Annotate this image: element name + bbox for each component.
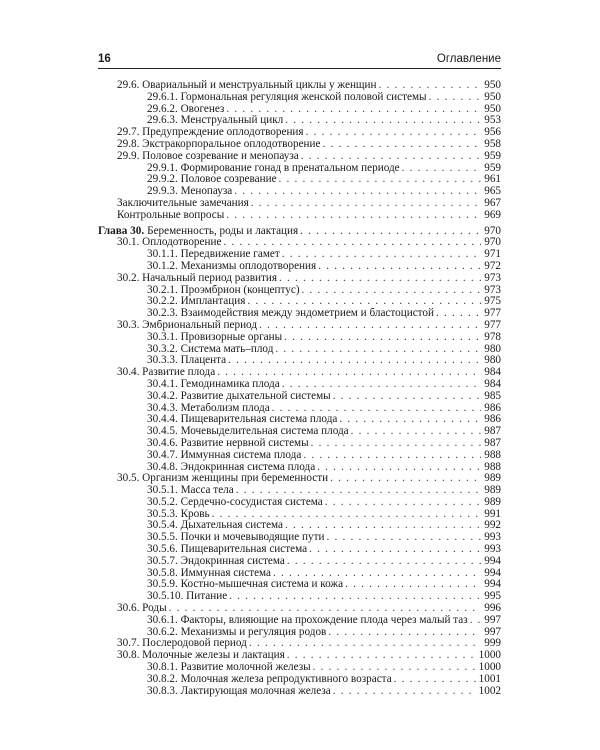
toc-entry-title: 29.8. Экстракорпоральное оплодотворение bbox=[117, 138, 321, 150]
toc-entry-title: 30.8.3. Лактирующая молочная железа bbox=[147, 685, 331, 697]
toc-entry[interactable] bbox=[98, 450, 501, 462]
toc-entry-page: 989 bbox=[484, 496, 501, 508]
toc-entry[interactable] bbox=[98, 638, 501, 650]
toc-entry[interactable] bbox=[98, 344, 501, 356]
toc-entry-title: 29.6.3. Менструальный цикл bbox=[147, 115, 284, 127]
toc-entry-page: 959 bbox=[484, 150, 501, 162]
chapter-title: Беременность, роды и лактация bbox=[147, 225, 299, 237]
leader-dots bbox=[251, 198, 481, 210]
leader-dots bbox=[345, 579, 481, 591]
toc-entry-page: 999 bbox=[484, 638, 501, 650]
toc-entry[interactable] bbox=[98, 485, 501, 497]
chapter-label: Глава 30. bbox=[98, 225, 145, 237]
leader-dots bbox=[285, 520, 481, 532]
toc-entry-page: 987 bbox=[484, 426, 501, 438]
leader-dots bbox=[226, 210, 481, 222]
leader-dots bbox=[313, 662, 477, 674]
toc-entry-title: 29.6.1. Гормональная регуляция женской половой системы bbox=[147, 91, 427, 103]
toc-entry-page: 950 bbox=[484, 80, 501, 91]
toc-entry[interactable] bbox=[98, 320, 501, 332]
page-header bbox=[98, 52, 501, 68]
toc-entry[interactable] bbox=[98, 473, 501, 485]
toc-entry-page: 972 bbox=[484, 260, 501, 272]
toc-entry-page: 978 bbox=[484, 331, 501, 343]
toc-entry-page: 969 bbox=[484, 209, 501, 221]
toc-entry-title: 30.5.1. Масса тела bbox=[147, 485, 234, 497]
leader-dots bbox=[272, 403, 481, 415]
toc-entry-page: 970 bbox=[484, 237, 501, 249]
leader-dots bbox=[306, 127, 481, 139]
leader-dots bbox=[339, 414, 481, 426]
toc-entry[interactable] bbox=[98, 544, 501, 556]
leader-dots bbox=[287, 556, 481, 568]
toc-entry[interactable] bbox=[98, 556, 501, 568]
toc-entry-title: 29.9.2. Половое созревание bbox=[147, 174, 277, 186]
leader-dots bbox=[470, 615, 481, 627]
toc-entry[interactable] bbox=[98, 308, 501, 320]
toc-entry[interactable] bbox=[98, 568, 501, 580]
toc-entry-page: 989 bbox=[484, 473, 501, 485]
toc-entry[interactable] bbox=[98, 615, 501, 627]
toc-entry-page: 993 bbox=[484, 544, 501, 556]
leader-dots bbox=[302, 285, 481, 297]
toc-entry-title: 30.3.1. Провизорные органы bbox=[147, 331, 283, 343]
toc-entry-title: 30.4.1. Гемодинамика плода bbox=[147, 378, 280, 390]
leader-dots bbox=[303, 450, 481, 462]
toc-entry-title: 30.4.4. Пищеварительная система плода bbox=[147, 414, 338, 426]
toc-entry-page: 1001 bbox=[478, 673, 501, 685]
toc-entry-title: 30.4.3. Метаболизм плода bbox=[147, 402, 270, 414]
toc-entry-title: 30.4.2. Развитие дыхательной системы bbox=[147, 390, 331, 402]
toc-entry[interactable] bbox=[98, 198, 501, 210]
toc-entry[interactable] bbox=[98, 462, 501, 474]
leader-dots bbox=[249, 638, 481, 650]
chapter-page: 970 bbox=[484, 225, 501, 237]
toc-entry-page: 997 bbox=[484, 626, 501, 638]
toc-entry[interactable] bbox=[98, 414, 501, 426]
leader-dots bbox=[317, 462, 481, 474]
toc-entry-page: 992 bbox=[484, 520, 501, 532]
toc-entry-page: 967 bbox=[484, 197, 501, 209]
toc-entry-title: 30.4. Развитие плода bbox=[117, 367, 216, 379]
toc-entry[interactable] bbox=[98, 674, 501, 686]
toc-entry-title: 30.2. Начальный период развития bbox=[117, 272, 277, 284]
toc-entry-title: 30.5.9. Костно-мышечная система и кожа bbox=[147, 579, 344, 591]
toc-entry[interactable] bbox=[98, 497, 501, 509]
toc-entry-page: 994 bbox=[484, 579, 501, 591]
leader-dots bbox=[279, 174, 481, 186]
toc-entry[interactable] bbox=[98, 520, 501, 532]
toc-entry[interactable] bbox=[98, 438, 501, 450]
toc-entry-title: 30.2.3. Взаимодействия между эндометрием и бластоцистой bbox=[147, 308, 434, 320]
toc-entry[interactable] bbox=[98, 174, 501, 186]
toc-entry-page: 991 bbox=[484, 508, 501, 520]
leader-dots bbox=[212, 509, 481, 521]
toc-section-30 bbox=[98, 237, 501, 697]
toc-entry[interactable] bbox=[98, 686, 501, 698]
toc-entry-page: 994 bbox=[484, 567, 501, 579]
toc-entry-title: 30.1.2. Механизмы оплодотворения bbox=[147, 260, 317, 272]
toc-entry-page: 956 bbox=[484, 127, 501, 139]
toc-entry[interactable] bbox=[98, 261, 501, 273]
toc-entry[interactable] bbox=[98, 355, 501, 367]
leader-dots bbox=[328, 627, 481, 639]
toc-entry-title: 30.5.10. Питание bbox=[147, 591, 228, 603]
leader-dots bbox=[325, 497, 481, 509]
leader-dots bbox=[333, 686, 477, 698]
toc-entry[interactable] bbox=[98, 163, 501, 175]
toc-entry-title: 30.4.5. Мочевыделительная система плода bbox=[147, 426, 349, 438]
toc-entry-title: 30.1.1. Передвижение гамет bbox=[147, 249, 280, 261]
leader-dots bbox=[318, 261, 481, 273]
toc-entry[interactable] bbox=[98, 186, 501, 198]
toc-entry-page: 988 bbox=[484, 461, 501, 473]
leader-dots bbox=[282, 379, 481, 391]
leader-dots bbox=[436, 308, 481, 320]
toc-entry[interactable] bbox=[98, 367, 501, 379]
toc-entry-title: Заключительные замечания bbox=[117, 197, 249, 209]
toc-entry[interactable] bbox=[98, 579, 501, 591]
leader-dots bbox=[287, 650, 477, 662]
toc-entry-title: 29.9.1. Формирование гонад в пренатальном периоде bbox=[147, 162, 400, 174]
toc-entry-page: 987 bbox=[484, 437, 501, 449]
toc-entry-title: 30.6.2. Механизмы и регуляция родов bbox=[147, 626, 327, 638]
toc-entry-page: 1000 bbox=[478, 650, 501, 662]
leader-dots bbox=[309, 544, 481, 556]
toc-entry[interactable] bbox=[98, 591, 501, 603]
toc-entry-title: 30.4.8. Эндокринная система плода bbox=[147, 461, 316, 473]
toc-entry-title: 29.6. Овариальный и менструальный циклы у женщин bbox=[117, 80, 377, 91]
toc-entry[interactable] bbox=[98, 210, 501, 222]
toc-entry-page: 959 bbox=[484, 162, 501, 174]
toc-entry-page: 961 bbox=[484, 174, 501, 186]
toc-entry-page: 950 bbox=[484, 103, 501, 115]
toc-entry[interactable] bbox=[98, 627, 501, 639]
toc-entry[interactable] bbox=[98, 509, 501, 521]
toc-entry-title: 30.1. Оплодотворение bbox=[117, 237, 222, 249]
toc-entry[interactable] bbox=[98, 532, 501, 544]
leader-dots bbox=[284, 332, 481, 344]
toc-entry[interactable] bbox=[98, 650, 501, 662]
leader-dots bbox=[285, 115, 481, 127]
leader-dots bbox=[234, 186, 481, 198]
toc-entry-page: 984 bbox=[484, 367, 501, 379]
toc-entry-title: 30.5.3. Кровь bbox=[147, 508, 210, 520]
leader-dots bbox=[333, 391, 481, 403]
toc-chapter-30[interactable] bbox=[98, 226, 501, 238]
toc-entry-page: 971 bbox=[484, 249, 501, 261]
leader-dots bbox=[394, 674, 477, 686]
leader-dots bbox=[236, 485, 481, 497]
toc-entry-title: 30.8.1. Развитие молочной железы bbox=[147, 662, 311, 674]
toc-entry[interactable] bbox=[98, 237, 501, 249]
toc-entry[interactable] bbox=[98, 104, 501, 116]
toc-entry-title: 30.3. Эмбриональный период bbox=[117, 319, 258, 331]
toc-entry[interactable] bbox=[98, 115, 501, 127]
leader-dots bbox=[275, 344, 481, 356]
toc-entry-page: 973 bbox=[484, 284, 501, 296]
toc-entry-page: 993 bbox=[484, 532, 501, 544]
toc-entry-title: 30.2.1. Проэмбрион (концептус) bbox=[147, 284, 300, 296]
leader-dots bbox=[273, 568, 481, 580]
toc-entry-title: 30.3.3. Плацента bbox=[147, 355, 227, 367]
toc-entry-title: 30.8.2. Молочная железа репродуктивного возраста bbox=[147, 673, 392, 685]
toc-entry-page: 985 bbox=[484, 390, 501, 402]
table-of-contents bbox=[98, 80, 501, 697]
toc-entry-page: 986 bbox=[484, 402, 501, 414]
page-number: 16 bbox=[98, 53, 111, 65]
toc-entry[interactable] bbox=[98, 426, 501, 438]
leader-dots bbox=[247, 296, 481, 308]
toc-entry-page: 995 bbox=[484, 591, 501, 603]
leader-dots bbox=[229, 591, 481, 603]
toc-entry-title: 30.5.2. Сердечно-сосудистая система bbox=[147, 496, 323, 508]
toc-entry[interactable] bbox=[98, 273, 501, 285]
toc-entry-title: 30.5. Организм женщины при беременности bbox=[117, 473, 329, 485]
toc-entry-page: 1002 bbox=[478, 685, 501, 697]
leader-dots bbox=[282, 249, 481, 261]
leader-dots bbox=[300, 226, 481, 238]
toc-entry-title: 30.4.6. Развитие нервной системы bbox=[147, 437, 309, 449]
leader-dots bbox=[228, 355, 481, 367]
toc-entry-title: 29.9.3. Менопауза bbox=[147, 186, 233, 198]
toc-entry-title: 30.6.1. Факторы, влияющие на прохождение плода через малый таз bbox=[147, 614, 468, 626]
toc-entry-page: 977 bbox=[484, 319, 501, 331]
toc-entry-title: 30.8. Молочные железы и лактация bbox=[117, 650, 285, 662]
toc-entry[interactable] bbox=[98, 92, 501, 104]
toc-entry-page: 973 bbox=[484, 272, 501, 284]
toc-entry[interactable] bbox=[98, 249, 501, 261]
toc-entry-title: 30.4.7. Иммунная система плода bbox=[147, 449, 302, 461]
toc-entry-page: 984 bbox=[484, 378, 501, 390]
leader-dots bbox=[223, 237, 481, 249]
toc-entry-page: 950 bbox=[484, 91, 501, 103]
toc-entry-title: 30.6. Роды bbox=[117, 603, 167, 615]
toc-entry-title: 30.3.2. Система мать–плод bbox=[147, 343, 274, 355]
toc-entry-page: 953 bbox=[484, 115, 501, 127]
toc-entry-title: 29.7. Предупреждение оплодотворения bbox=[117, 127, 304, 139]
leader-dots bbox=[217, 367, 481, 379]
toc-entry-page: 965 bbox=[484, 186, 501, 198]
header-rule bbox=[98, 68, 501, 69]
toc-entry-page: 988 bbox=[484, 449, 501, 461]
leader-dots bbox=[259, 320, 481, 332]
toc-entry-page: 997 bbox=[484, 614, 501, 626]
toc-section-29 bbox=[98, 80, 501, 222]
toc-entry[interactable] bbox=[98, 391, 501, 403]
toc-entry-page: 1000 bbox=[478, 662, 501, 674]
running-title: Оглавление bbox=[436, 53, 501, 65]
toc-entry[interactable] bbox=[98, 332, 501, 344]
toc-entry-page: 986 bbox=[484, 414, 501, 426]
leader-dots bbox=[311, 438, 481, 450]
toc-entry-title: 29.9. Половое созревание и менопауза bbox=[117, 150, 299, 162]
toc-entry-title: 30.5.4. Дыхательная система bbox=[147, 520, 284, 532]
leader-dots bbox=[351, 426, 481, 438]
toc-entry[interactable] bbox=[98, 296, 501, 308]
toc-entry-page: 977 bbox=[484, 308, 501, 320]
toc-entry-page: 989 bbox=[484, 485, 501, 497]
toc-entry[interactable] bbox=[98, 151, 501, 163]
toc-entry-page: 996 bbox=[484, 603, 501, 615]
toc-entry[interactable] bbox=[98, 139, 501, 151]
toc-entry[interactable] bbox=[98, 662, 501, 674]
toc-entry-page: 975 bbox=[484, 296, 501, 308]
toc-entry-title: 29.6.2. Овогенез bbox=[147, 103, 225, 115]
leader-dots bbox=[279, 273, 481, 285]
leader-dots bbox=[226, 104, 481, 116]
toc-entry[interactable] bbox=[98, 285, 501, 297]
toc-entry[interactable] bbox=[98, 603, 501, 615]
toc-entry-page: 958 bbox=[484, 138, 501, 150]
leader-dots bbox=[169, 603, 481, 615]
toc-entry[interactable] bbox=[98, 127, 501, 139]
leader-dots bbox=[379, 80, 481, 92]
toc-entry-title: Контрольные вопросы bbox=[117, 209, 225, 221]
leader-dots bbox=[301, 151, 481, 163]
toc-entry-title: 30.5.8. Иммунная система bbox=[147, 567, 272, 579]
toc-entry-page: 980 bbox=[484, 355, 501, 367]
toc-entry[interactable] bbox=[98, 379, 501, 391]
leader-dots bbox=[322, 139, 481, 151]
toc-entry-page: 994 bbox=[484, 555, 501, 567]
leader-dots bbox=[402, 163, 481, 175]
toc-entry-page: 980 bbox=[484, 343, 501, 355]
leader-dots bbox=[327, 532, 482, 544]
leader-dots bbox=[429, 92, 481, 104]
toc-entry-title: 30.5.6. Пищеварительная система bbox=[147, 544, 308, 556]
toc-entry-title: 30.2.2. Имплантация bbox=[147, 296, 246, 308]
toc-entry-title: 30.7. Послеродовой период bbox=[117, 638, 247, 650]
leader-dots bbox=[330, 473, 481, 485]
toc-entry-title: 30.5.5. Почки и мочевыводящие пути bbox=[147, 532, 325, 544]
toc-entry[interactable] bbox=[98, 80, 501, 92]
toc-entry-title: 30.5.7. Эндокринная система bbox=[147, 555, 285, 567]
toc-entry[interactable] bbox=[98, 403, 501, 415]
